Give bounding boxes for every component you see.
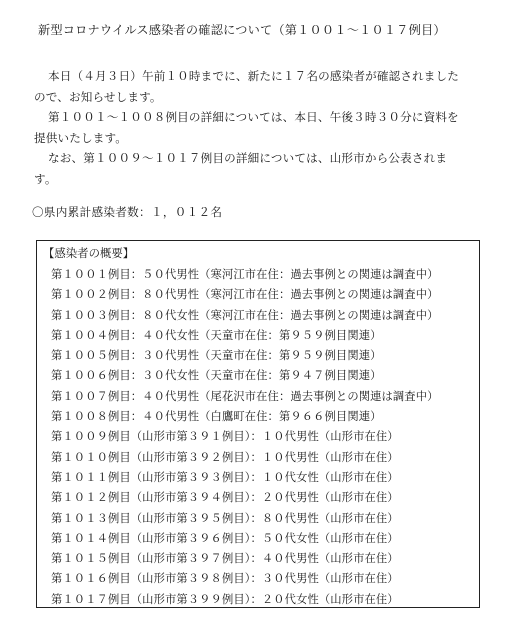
case-item: 第１０１２例目（山形市第３９４例目）：２０代男性（山形市在住） bbox=[51, 491, 399, 505]
case-item: 第１０１５例目（山形市第３９７例目）：４０代男性（山形市在住） bbox=[51, 552, 399, 566]
paragraph-yamagata-city-note bbox=[34, 148, 466, 189]
paragraph-details-release bbox=[34, 107, 466, 148]
total-cases-line: 〇県内累計感染者数：１，０１２名 bbox=[32, 205, 223, 219]
paragraph-text: 本日（４月３日）午前１０時までに、新たに１７名の感染者が確認されましたので、お知らせします。 bbox=[34, 69, 460, 104]
case-summary-box bbox=[36, 240, 480, 608]
case-item: 第１０１１例目（山形市第３９３例目）：１０代女性（山形市在住） bbox=[51, 470, 399, 484]
case-item: 第１００９例目（山形市第３９１例目）：１０代男性（山形市在住） bbox=[51, 430, 399, 444]
case-item: 第１０１７例目（山形市第３９９例目）：２０代女性（山形市在住） bbox=[51, 592, 399, 606]
case-item: 第１００３例目：８０代女性（寒河江市在住：過去事例との関連は調査中） bbox=[51, 308, 439, 322]
case-item: 第１００８例目：４０代男性（白鷹町在住：第９６６例目関連） bbox=[51, 410, 382, 424]
document-title: 新型コロナウイルス感染者の確認について（第１００１～１０１７例目） bbox=[38, 23, 446, 37]
paragraph-text: なお、第１００９～１０１７例目の詳細については、山形市から公表されます。 bbox=[34, 151, 448, 186]
case-item: 第１００７例目：４０代男性（尾花沢市在住：過去事例との関連は調査中） bbox=[51, 389, 439, 403]
case-item: 第１０１０例目（山形市第３９２例目）：１０代男性（山形市在住） bbox=[51, 450, 399, 464]
case-item: 第１０１３例目（山形市第３９５例目）：８０代男性（山形市在住） bbox=[51, 511, 399, 525]
case-item: 第１００２例目：８０代男性（寒河江市在住：過去事例との関連は調査中） bbox=[51, 288, 439, 302]
paragraph-text: 第１００１～１００８例目の詳細については、本日、午後３時３０分に資料を提供いたします。 bbox=[34, 110, 459, 145]
case-summary-heading: 【感染者の概要】 bbox=[43, 246, 135, 260]
case-item: 第１００６例目：３０代女性（天童市在住：第９４７例目関連） bbox=[51, 369, 382, 383]
case-list bbox=[51, 265, 439, 610]
paragraph-announcement bbox=[34, 66, 466, 107]
case-item: 第１００５例目：３０代男性（天童市在住：第９５９例目関連） bbox=[51, 349, 382, 363]
case-item: 第１００１例目：５０代男性（寒河江市在住：過去事例との関連は調査中） bbox=[51, 268, 439, 281]
case-item: 第１０１４例目（山形市第３９６例目）：５０代女性（山形市在住） bbox=[51, 531, 399, 545]
case-item: 第１０１６例目（山形市第３９８例目）：３０代男性（山形市在住） bbox=[51, 572, 399, 586]
case-item: 第１００４例目：４０代女性（天童市在住：第９５９例目関連） bbox=[51, 328, 382, 342]
